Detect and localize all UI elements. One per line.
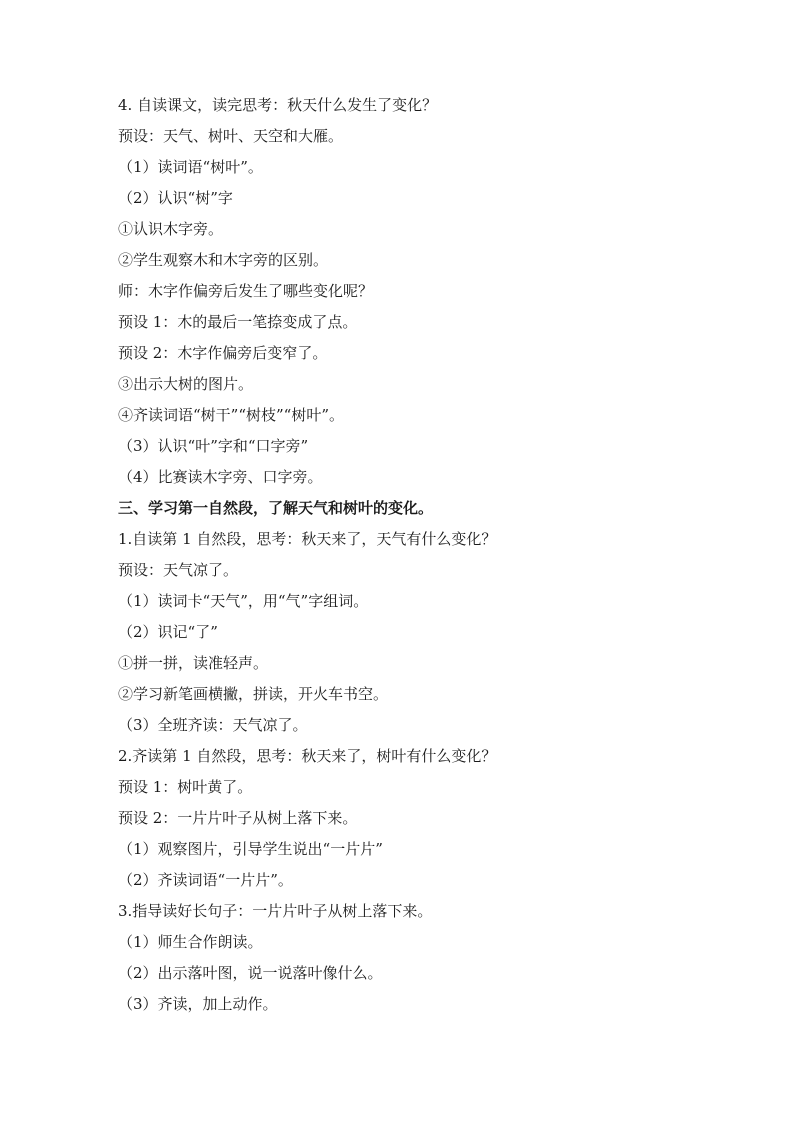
text-line: （2）识记“了” [118,623,218,641]
text-line: （2）出示落叶图，说一说落叶像什么。 [118,964,383,982]
text-line: 1.自读第 1 自然段，思考：秋天来了，天气有什么变化？ [118,530,497,548]
text-line: （2）齐读词语“一片片”。 [118,871,293,889]
text-line: ②学生观察木和木字旁的区别。 [118,251,329,269]
text-line: 预设 1：树叶黄了。 [118,778,253,796]
text-line: 3.指导读好长句子：一片片叶子从树上落下来。 [118,902,433,920]
text-line: ①拼一拼，读准轻声。 [118,654,269,672]
text-line: （3）齐读，加上动作。 [118,995,278,1013]
section-heading: 三、学习第一自然段，了解天气和树叶的变化。 [118,499,434,517]
text-line: （1）读词卡“天气”，用“气”字组词。 [118,592,369,610]
text-line: 2.齐读第 1 自然段，思考：秋天来了，树叶有什么变化？ [118,747,497,765]
text-line: 预设：天气凉了。 [118,561,239,579]
text-line: ④齐读词语“树干”“树枝”“树叶”。 [118,406,345,424]
text-line: 预设：天气、树叶、天空和大雁。 [118,127,344,145]
document-body [118,90,718,1020]
text-line: （4）比赛读木字旁、口字旁。 [118,468,323,486]
text-line: （1）观察图片，引导学生说出“一片片” [118,840,383,858]
text-line: （3）认识“叶”字和“口字旁” [118,437,309,455]
text-line: 预设 2：木字作偏旁后变窄了。 [118,344,328,362]
text-line: 4. 自读课文，读完思考：秋天什么发生了变化？ [118,96,438,114]
text-line: （3）全班齐读：天气凉了。 [118,716,308,734]
text-line: ①认识木字旁。 [118,220,224,238]
text-line: （2）认识“树”字 [118,189,233,207]
text-line: 预设 1：木的最后一笔捺变成了点。 [118,313,358,331]
text-line: ③出示大树的图片。 [118,375,254,393]
text-line: ②学习新笔画横撇，拼读，开火车书空。 [118,685,389,703]
text-line: 预设 2：一片片叶子从树上落下来。 [118,809,358,827]
text-line: 师：木字作偏旁后发生了哪些变化呢？ [118,282,374,300]
text-line: （1）师生合作朗读。 [118,933,263,951]
text-line: （1）读词语“树叶”。 [118,158,263,176]
